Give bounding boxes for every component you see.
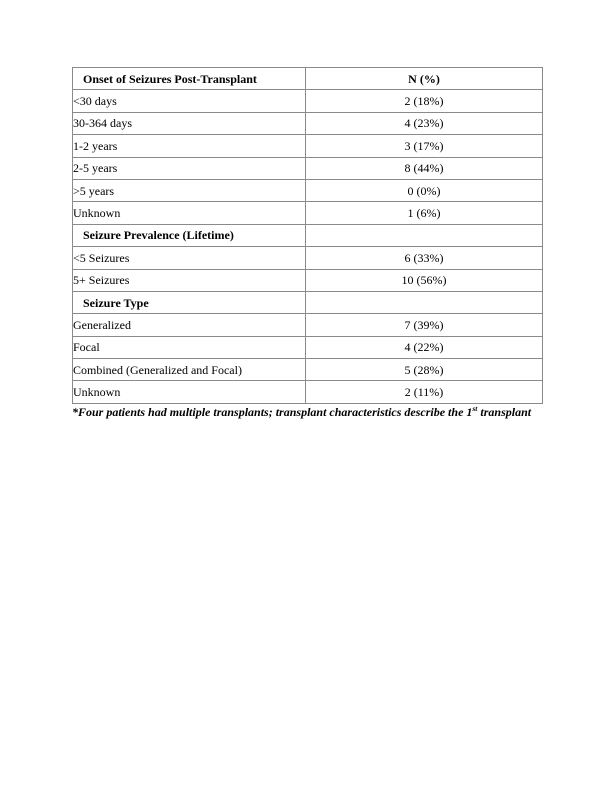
row-label: 5+ Seizures [73,269,306,291]
row-value [306,224,543,246]
row-label: Seizure Prevalence (Lifetime) [73,224,306,246]
table-row [73,314,543,336]
row-label: Unknown [73,381,306,403]
row-label: >5 years [73,179,306,201]
column-header-value: N (%) [306,68,543,90]
row-value: 3 (17%) [306,135,543,157]
row-label: Unknown [73,202,306,224]
row-label: Focal [73,336,306,358]
table-row [73,157,543,179]
table-row [73,179,543,201]
row-value [306,291,543,313]
footnote [72,404,552,420]
seizure-table-body [73,68,543,404]
table-row [73,359,543,381]
table-section-row [73,291,543,313]
row-label: 1-2 years [73,135,306,157]
row-label: <5 Seizures [73,247,306,269]
row-value: 2 (18%) [306,90,543,112]
row-label: Combined (Generalized and Focal) [73,359,306,381]
row-value: 4 (22%) [306,336,543,358]
row-value: 1 (6%) [306,202,543,224]
row-label: Generalized [73,314,306,336]
column-header-label: Onset of Seizures Post-Transplant [73,68,306,90]
table-row [73,202,543,224]
seizure-characteristics-table [72,67,543,404]
row-label: <30 days [73,90,306,112]
row-value: 0 (0%) [306,179,543,201]
table-row [73,135,543,157]
table-row [73,336,543,358]
table-row [73,269,543,291]
row-value: 2 (11%) [306,381,543,403]
row-value: 8 (44%) [306,157,543,179]
table-row [73,112,543,134]
footnote-superscript: st [472,404,478,413]
table-section-row [73,224,543,246]
row-label: 2-5 years [73,157,306,179]
row-label: 30-364 days [73,112,306,134]
row-value: 7 (39%) [306,314,543,336]
row-value: 5 (28%) [306,359,543,381]
row-value: 4 (23%) [306,112,543,134]
table-row [73,247,543,269]
row-label: Seizure Type [73,291,306,313]
table-header-row [73,68,543,90]
row-value: 10 (56%) [306,269,543,291]
footnote-tail: transplant [477,405,532,419]
row-value: 6 (33%) [306,247,543,269]
table-row [73,381,543,403]
footnote-text: *Four patients had multiple transplants; transplant characteristics describe the 1 [72,405,473,419]
table-row [73,90,543,112]
